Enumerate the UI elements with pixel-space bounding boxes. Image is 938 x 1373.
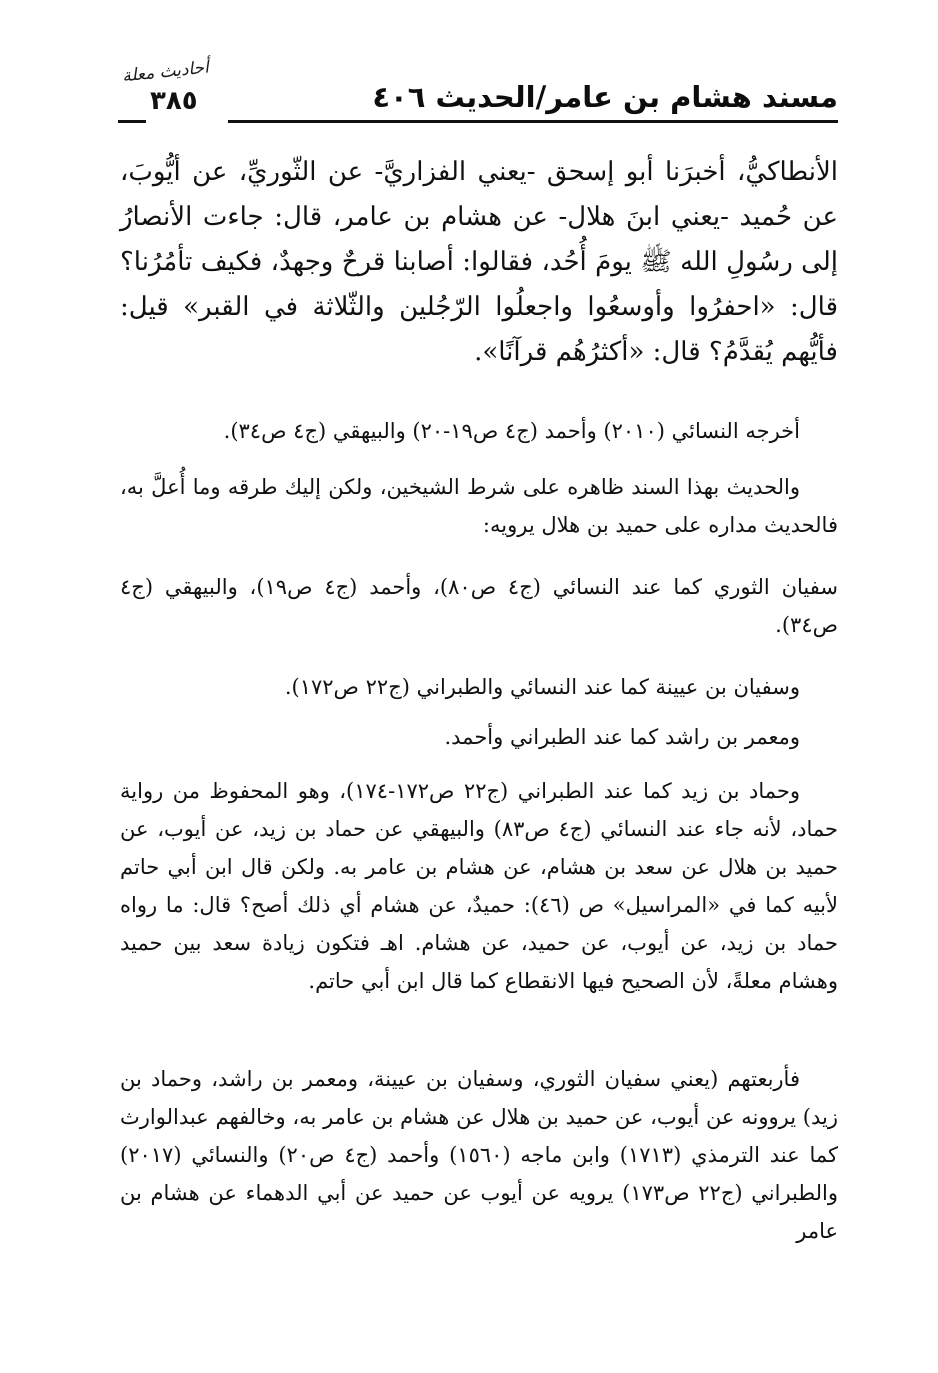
sufyan-uyayna-paragraph: وسفيان بن عيينة كما عند النسائي والطبراني (ج٢٢ ص١٧٢). [284, 675, 800, 699]
mamar-block [120, 718, 838, 756]
hadith-text-block [120, 150, 838, 375]
hammad-paragraph: وحماد بن زيد كما عند الطبراني (ج٢٢ ص١٧٢-١٧٤)، وهو المحفوظ من رواية حماد، لأنه جاء عند النسائي (ج٤ ص٨٣) والبيهقي عن حماد بن زيد، عن أيوب، عن حميد بن هلال عن سعد بن هشام، عن هشام بن عامر به. ولكن قال ابن أبي حاتم لأبيه كما في «المراسيل» ص (٤٦): حميدٌ، عن هشام أي ذلك أصح؟ قال: ما رواه حماد بن زيد، عن أيوب، عن حميد، عن هشام. اهـ فتكون زيادة سعد بين حميد وهشام معلةً، لأن الصحيح فيها الانقطاع كما قال ابن أبي حاتم. [120, 779, 838, 993]
comment-paragraph-block [120, 468, 838, 544]
header-rule-short [118, 120, 146, 123]
mamar-paragraph: ومعمر بن راشد كما عند الطبراني وأحمد. [444, 725, 800, 749]
comment-paragraph: والحديث بهذا السند ظاهره على شرط الشيخين، ولكن إليك طرقه وما أُعلَّ به، فالحديث مداره على حميد بن هلال يرويه: [120, 475, 838, 537]
hammad-block [120, 772, 838, 1000]
conclusion-block [120, 1060, 838, 1250]
running-head: مسند هشام بن عامر/الحديث ٤٠٦ [372, 80, 838, 114]
sufyan-thawri-block [120, 568, 838, 644]
sufyan-thawri-paragraph: سفيان الثوري كما عند النسائي (ج٤ ص٨٠)، وأحمد (ج٤ ص١٩)، والبيهقي (ج٤ ص٣٤). [120, 575, 838, 637]
sufyan-uyayna-block [120, 668, 838, 706]
takhrij-paragraph-block [120, 412, 838, 450]
header-rule [228, 120, 838, 123]
conclusion-paragraph: فأربعتهم (يعني سفيان الثوري، وسفيان بن عيينة، ومعمر بن راشد، وحماد بن زيد) يروونه عن أيوب، عن حميد بن هلال عن هشام بن عامر به، وخالفهم عبدالوارث كما عند الترمذي (١٧١٣) وابن ماجه (١٥٦٠) وأحمد (ج٤ ص٢٠) والنسائي (٢٠١٧) والطبراني (ج٢٢ ص١٧٣) يرويه عن أيوب عن حميد عن أبي الدهماء عن هشام بن عامر [120, 1067, 839, 1243]
hadith-text: الأنطاكيُّ، أخبرَنا أبو إسحق -يعني الفزاريَّ- عن الثّوريِّ، عن أيُّوبَ، عن حُميد -يعني ابنَ هلال- عن هشام بن عامر، قال: جاءت الأنصارُ إلى رسُولِ الله ﷺ يومَ أُحُد، فقالوا: أصابنا قرحٌ وجهدٌ، فكيف تأمُرُنا؟ قال: «احفرُوا وأوسعُوا واجعلُوا الرّجُلين والثّلاثة في القبر» قيل: فأيُّهم يُقدَّمُ؟ قال: «أكثرُهُم قرآنًا». [120, 157, 838, 367]
handwritten-note: أحاديث معلة [121, 57, 210, 87]
takhrij-paragraph: أخرجه النسائي (٢٠١٠) وأحمد (ج٤ ص١٩-٢٠) والبيهقي (ج٤ ص٣٤). [223, 419, 800, 443]
page-number: ٣٨٥ [150, 86, 198, 116]
